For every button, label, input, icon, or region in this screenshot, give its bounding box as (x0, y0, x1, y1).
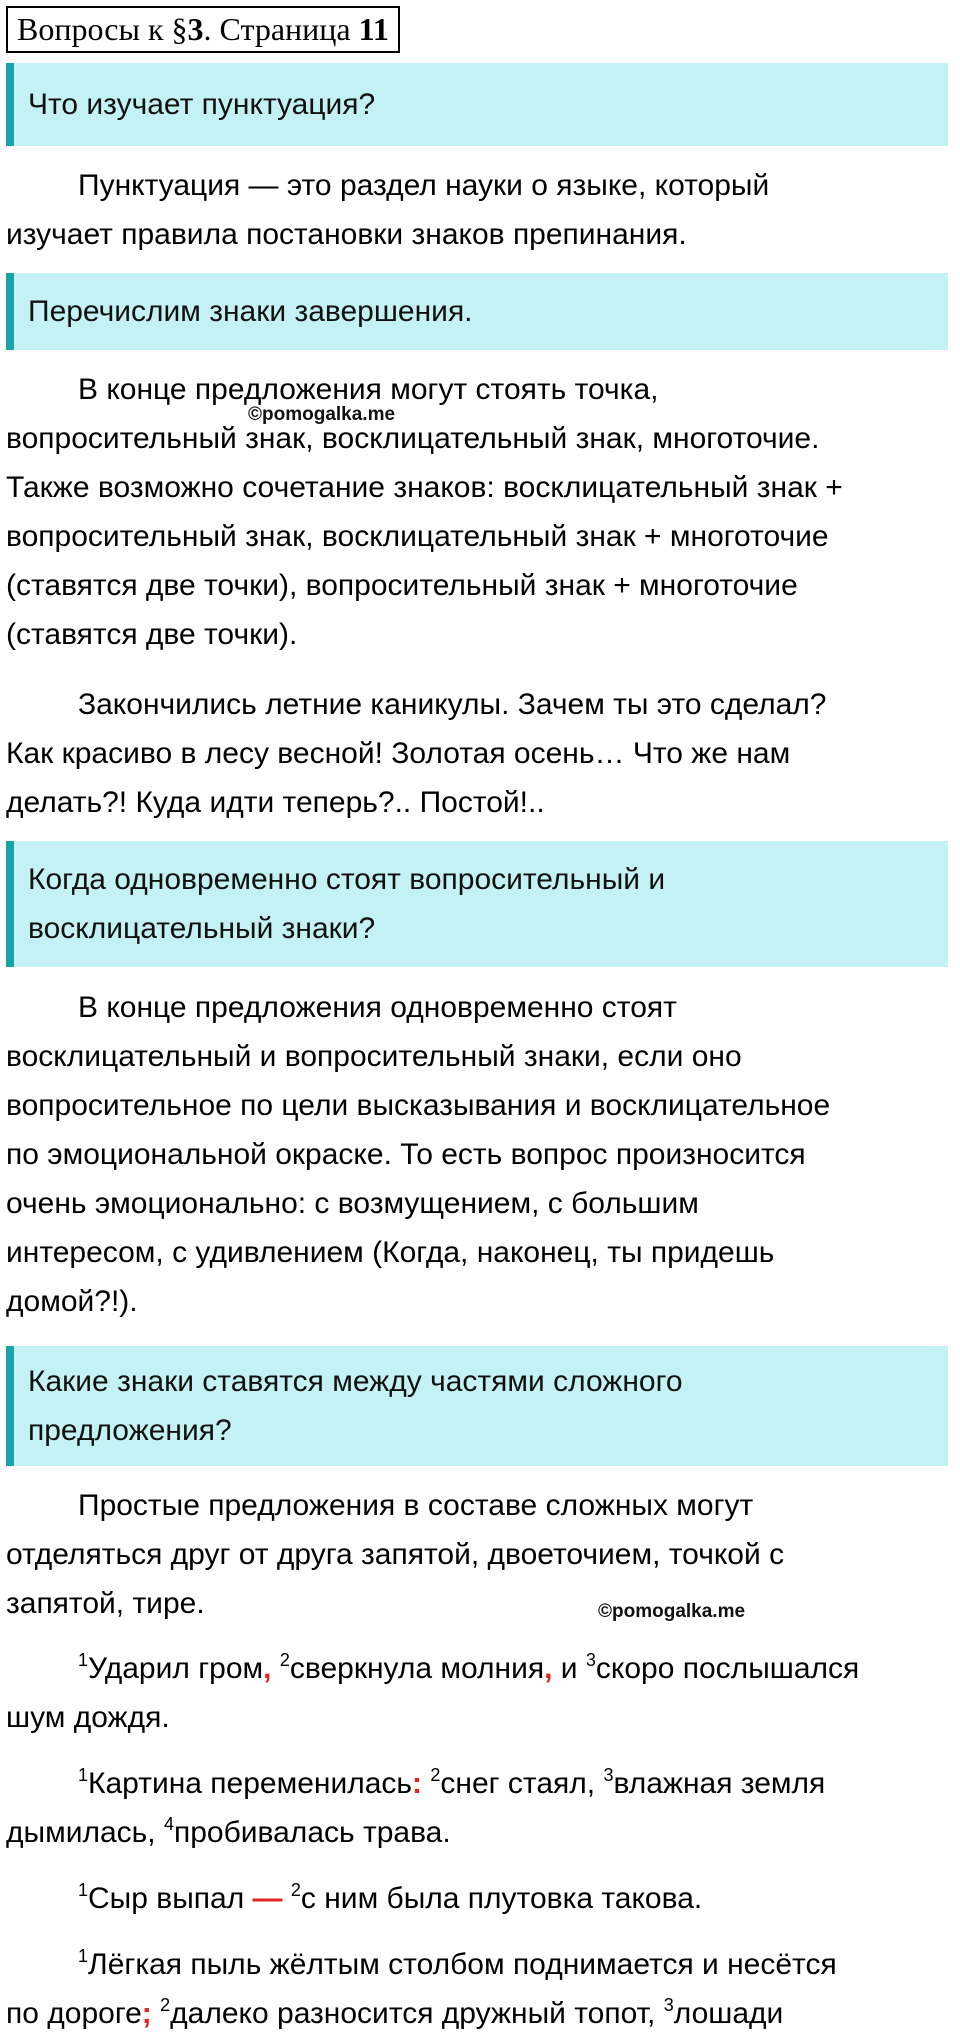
example-2-line: дымилась, $^4$пробивалась трава. (6, 1814, 451, 1849)
question-3-line: восклицательный знаки? (28, 912, 376, 945)
question-4-line: предложения? (28, 1414, 232, 1447)
answer-3 (6, 983, 958, 1326)
answer-2-line: В конце предложения могут стоять точка, (78, 373, 659, 406)
question-box-4 (6, 1346, 948, 1466)
semicolon-mark: ; (141, 1997, 152, 2030)
answer-3-line: по эмоциональной окраске. То есть вопрос произносится (6, 1138, 806, 1171)
header-prefix: Вопросы к § (17, 11, 188, 47)
answer-2-line: (ставятся две точки). (6, 618, 298, 651)
answer-3-line: интересом, с удивлением (Когда, наконец, ты придешь (6, 1236, 775, 1269)
example-line: Закончились летние каникулы. Зачем ты это сделал? (78, 688, 827, 721)
answer-3-line: восклицательный и вопросительный знаки, если оно (6, 1040, 742, 1073)
answer-2-examples (6, 680, 958, 827)
comma-mark: , (544, 1652, 553, 1685)
answer-1-line: Пунктуация — это раздел науки о языке, который (78, 169, 770, 202)
header-page-number: 11 (358, 11, 389, 47)
example-4-line: $^1$Лёгкая пыль жёлтым столбом поднимается и несётся (78, 1946, 837, 1981)
answer-1-line: изучает правила постановки знаков препинания. (6, 218, 687, 251)
answer-2 (6, 365, 958, 659)
watermark: ©pomogalka.me (248, 404, 396, 425)
question-box-1 (6, 63, 948, 146)
page-header (6, 6, 400, 53)
question-1-line: Что изучает пунктуация? (28, 88, 376, 121)
example-3-line: $^1$Сыр выпал — $^2$с ним была плутовка такова. (78, 1880, 703, 1915)
answer-4-line: Простые предложения в составе сложных могут (78, 1489, 754, 1522)
question-box-2 (6, 273, 948, 350)
question-3-line: Когда одновременно стоят вопросительный и (28, 863, 666, 896)
header-page-label: . Страница (203, 11, 359, 47)
answer-3-line: очень эмоционально: с возмущением, с большим (6, 1187, 699, 1220)
example-line: Как красиво в лесу весной! Золотая осень… Что же нам (6, 737, 791, 770)
example-2-line: $^1$Картина переменилась: $^2$снег стаял, $^3$влажная земля (78, 1765, 826, 1800)
example-1-line: $^1$Ударил гром, $^2$сверкнула молния, и $^3$скоро послышался (78, 1650, 860, 1685)
example-1-line: шум дождя. (6, 1701, 170, 1734)
question-2-line: Перечислим знаки завершения. (28, 295, 473, 328)
answer-1 (6, 161, 958, 259)
example-line: делать?! Куда идти теперь?.. Постой!.. (6, 786, 545, 819)
answer-2-line: Также возможно сочетание знаков: восклицательный знак + (6, 471, 843, 504)
example-4-line: по дороге; $^2$далеко разносится дружный топот, $^3$лошади (6, 1995, 784, 2030)
example-sentence-2 (6, 1759, 958, 1857)
answer-3-line: В конце предложения одновременно стоят (78, 991, 677, 1024)
answer-3-line: домой?!). (6, 1285, 138, 1318)
comma-mark: , (263, 1652, 272, 1685)
header-section-number: 3 (187, 11, 204, 47)
example-sentence-1 (6, 1644, 958, 1742)
answer-2-line: (ставятся две точки), вопросительный знак + многоточие (6, 569, 798, 602)
answer-4-line: запятой, тире. (6, 1587, 205, 1620)
answer-4-line: отделяться друг от друга запятой, двоеточием, точкой с (6, 1538, 785, 1571)
answer-3-line: вопросительное по цели высказывания и восклицательное (6, 1089, 831, 1122)
question-box-3 (6, 841, 948, 967)
dash-mark: — (252, 1882, 283, 1915)
colon-mark: : (412, 1767, 423, 1800)
watermark: ©pomogalka.me (598, 1601, 746, 1622)
example-sentence-4 (6, 1940, 958, 2038)
question-4-line: Какие знаки ставятся между частями сложного (28, 1365, 683, 1398)
answer-2-line: вопросительный знак, восклицательный знак, многоточие. (6, 422, 820, 455)
answer-4 (6, 1481, 958, 1628)
example-sentence-3 (6, 1874, 958, 1923)
answer-2-line: вопросительный знак, восклицательный знак + многоточие (6, 520, 829, 553)
